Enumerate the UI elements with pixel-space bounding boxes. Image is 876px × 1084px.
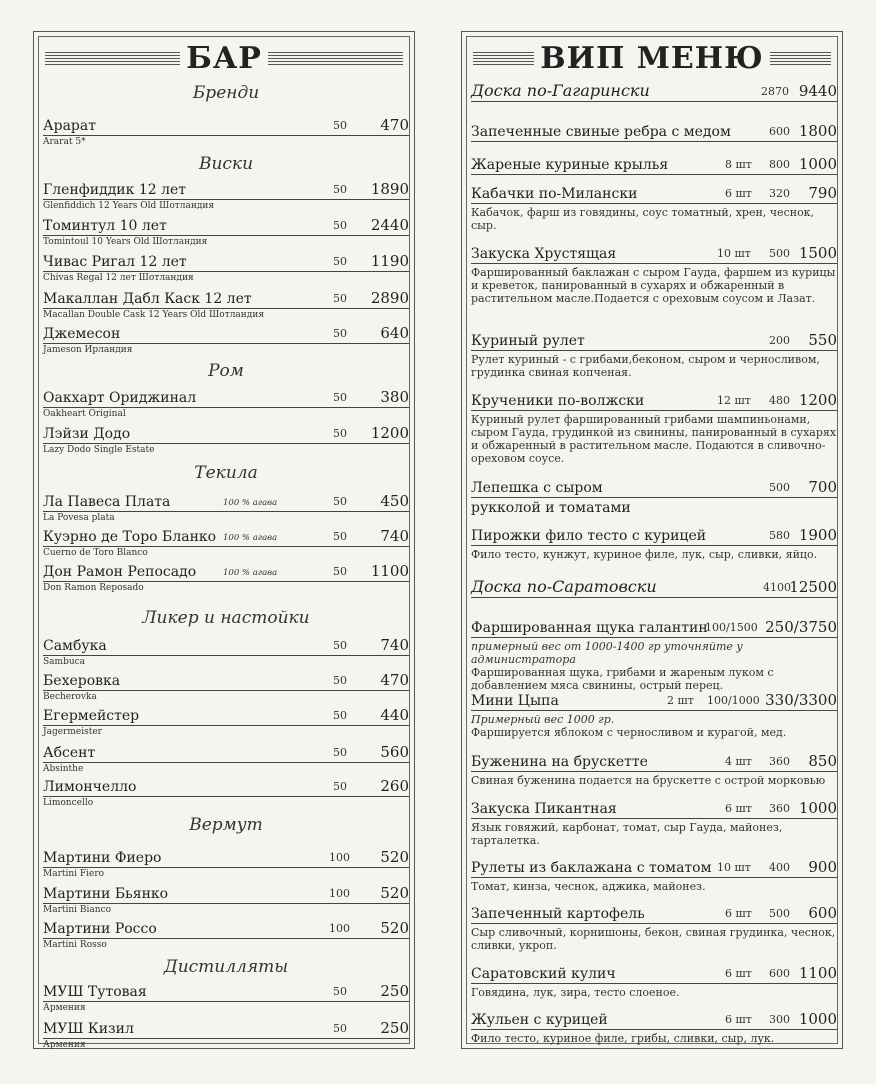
bar-panel-frame [38, 36, 410, 1050]
item-weight: 600 [769, 125, 790, 138]
item-weight: 4100 [763, 581, 791, 594]
item-name: Джемесон [43, 326, 121, 342]
item-quantity: 6 шт [725, 907, 752, 920]
item-weight: 400 [769, 861, 790, 874]
category-vermouth: Вермут [189, 815, 263, 835]
category-tequila: Текила [194, 463, 258, 483]
menu-item [43, 115, 409, 147]
menu-item [471, 857, 837, 893]
menu-item [471, 798, 837, 847]
item-name: Мини Цыпа [471, 693, 559, 709]
vip-panel-frame [466, 36, 838, 1044]
item-description: Язык говяжий, карбонат, томат, сыр Гауда, майонез, тарталетка. [471, 821, 783, 847]
item-price: 1900 [798, 526, 837, 544]
category-liqueur: Ликер и настойки [142, 608, 310, 628]
item-subtitle: Sambuca [43, 657, 86, 667]
menu-item [471, 121, 837, 142]
menu-item [43, 251, 409, 283]
item-subtitle: Limoncello [43, 798, 94, 808]
item-price: 560 [380, 743, 409, 761]
menu-item [471, 751, 837, 787]
item-price: 1100 [798, 964, 837, 982]
item-note: 100 % агава [223, 498, 278, 508]
item-subtitle: Cuerno de Toro Blanco [43, 548, 148, 558]
item-price: 520 [380, 919, 409, 937]
item-subtitle: Macallan Double Cask 12 Years Old Шотландия [43, 310, 265, 320]
item-name: Куриный рулет [471, 333, 585, 349]
item-weight: 500 [769, 247, 790, 260]
item-quantity: 6 шт [725, 967, 752, 980]
menu-item [43, 670, 409, 702]
item-volume: 50 [333, 746, 347, 759]
bar-title: БАР [186, 41, 262, 76]
item-volume: 50 [333, 780, 347, 793]
item-name: Абсент [43, 745, 96, 761]
item-name: Запеченные свиные ребра с медом [471, 124, 731, 140]
item-subtitle: Chivas Regal 12 лет Шотландия [43, 273, 194, 283]
item-volume: 50 [333, 709, 347, 722]
item-description: Куриный рулет фаршированный грибами шампиньонами, сыром Гауда, грудинкой из свинины, панированный в сухарях и обжаренный в растительном масле. Подаются в сливочно-ореховом соусе. [471, 413, 837, 465]
item-subtitle: Glenfiddich 12 Years Old Шотландия [43, 201, 215, 211]
menu-item [471, 154, 837, 175]
item-name: Арарат [43, 118, 96, 134]
menu-item [43, 561, 409, 593]
item-price: 1000 [798, 799, 837, 817]
item-weight: 480 [769, 394, 790, 407]
item-description: Фаршируется яблоком с черносливом и курагой, мед. [471, 726, 787, 739]
menu-item [43, 742, 409, 774]
item-description: Томат, кинза, чеснок, аджика, майонез. [471, 880, 706, 893]
item-description: Фило тесто, кунжут, куриное филе, лук, сыр, сливки, яйцо. [471, 548, 818, 561]
item-name: Оакхарт Ориджинал [43, 390, 197, 406]
item-volume: 50 [333, 530, 347, 543]
item-volume: 100 [329, 887, 350, 900]
item-note: 100 % агава [223, 533, 278, 543]
item-quantity: 6 шт [725, 187, 752, 200]
item-volume: 50 [333, 427, 347, 440]
item-price: 250 [380, 1019, 409, 1037]
item-subtitle: Армения [43, 1040, 86, 1050]
item-name: Саратовский кулич [471, 966, 616, 982]
menu-item [471, 1009, 837, 1045]
item-subtitle: Jagermeister [43, 727, 102, 737]
item-price: 1500 [798, 244, 837, 262]
item-name: Фаршированная щука галантин [471, 620, 708, 636]
item-subtitle: Ararat 5* [43, 137, 86, 147]
item-volume: 50 [333, 674, 347, 687]
item-name: Буженина на брускетте [471, 754, 648, 770]
menu-item [43, 981, 409, 1013]
item-quantity: 4 шт [725, 755, 752, 768]
menu-item [43, 288, 409, 320]
item-name: МУШ Тутовая [43, 984, 147, 1000]
item-weight: 2870 [761, 85, 789, 98]
decor-lines-right [268, 52, 403, 66]
item-volume: 50 [333, 292, 347, 305]
item-description: Рулет куриный - с грибами,беконом, сыром и черносливом, грудинка свиная копченая. [471, 353, 820, 379]
item-price: 900 [808, 858, 837, 876]
menu-item [43, 179, 409, 211]
item-name: Куэрно де Торо Бланко [43, 529, 217, 545]
item-weight: 800 [769, 158, 790, 171]
item-volume: 50 [333, 255, 347, 268]
item-quantity: 8 шт [725, 158, 752, 171]
item-volume: 50 [333, 495, 347, 508]
item-quantity: 2 шт [667, 694, 694, 707]
item-description: Кабачок, фарш из говядины, соус томатный, хрен, чеснок, сыр. [471, 206, 815, 232]
item-name: Ла Павеса Плата [43, 494, 171, 510]
menu-item [471, 963, 837, 999]
bar-panel [33, 31, 415, 1049]
menu-item [471, 243, 837, 305]
item-subtitle: Becherovka [43, 692, 97, 702]
item-subtitle: Absinthe [43, 764, 84, 774]
item-subtitle: Армения [43, 1003, 86, 1013]
menu-item [471, 330, 837, 379]
item-price: 850 [808, 752, 837, 770]
item-price: 260 [380, 777, 409, 795]
menu-item [43, 883, 409, 915]
item-name: Пирожки фило тесто с курицей [471, 528, 707, 544]
item-price: 2890 [370, 289, 409, 307]
item-name: Егермейстер [43, 708, 140, 724]
menu-item [471, 903, 837, 952]
item-weight: 600 [769, 967, 790, 980]
item-volume: 50 [333, 183, 347, 196]
menu-item [43, 423, 409, 455]
menu-item [471, 525, 837, 561]
item-price: 740 [380, 636, 409, 654]
item-name: Доска по-Саратовски [471, 577, 657, 596]
item-price: 640 [380, 324, 409, 342]
item-volume: 50 [333, 565, 347, 578]
item-name: Лепешка с сыром [471, 480, 603, 496]
item-description: Фаршированный баклажан с сыром Гауда, фаршем из курицы и креветок, панированный в сухарях и обжаренный в растительном масле.Подается с ореховым соусом и Лазат. [471, 266, 836, 305]
item-price: 520 [380, 848, 409, 866]
menu-item [43, 847, 409, 879]
item-name: Лимончелло [43, 779, 137, 795]
menu-item [43, 526, 409, 558]
item-description: Говядина, лук, зира, тесто слоеное. [471, 986, 680, 999]
item-price: 1200 [798, 391, 837, 409]
item-price: 470 [380, 671, 409, 689]
item-subtitle: Oakheart Original [43, 409, 126, 419]
vip-panel [461, 31, 843, 1049]
menu-item [43, 215, 409, 247]
item-volume: 50 [333, 985, 347, 998]
menu-item-board [471, 577, 837, 598]
item-price: 790 [808, 184, 837, 202]
item-description: Фаршированная щука, грибами и жареным луком с добавлением мяса свинины, острый перец. [471, 666, 774, 692]
item-subtitle: Martini Rosso [43, 940, 107, 950]
category-brandy: Бренди [192, 83, 260, 103]
item-price: 520 [380, 884, 409, 902]
item-weight: 500 [769, 907, 790, 920]
item-price: 740 [380, 527, 409, 545]
item-weight: 100/1500 [705, 621, 758, 634]
item-volume: 100 [329, 922, 350, 935]
item-subtitle: Tomintoul 10 Years Old Шотландия [43, 237, 208, 247]
item-price: 12500 [789, 578, 837, 596]
item-price: 250/3750 [765, 618, 837, 636]
item-price: 1000 [798, 155, 837, 173]
item-note: примерный вес от 1000-1400 гр уточняйте у администратора [471, 640, 743, 666]
menu-item [43, 491, 409, 523]
item-name: Закуска Пикантная [471, 801, 617, 817]
item-price: 1190 [370, 252, 409, 270]
category-whisky: Виски [198, 154, 254, 174]
item-price: 700 [808, 478, 837, 496]
item-name: Доска по-Гагарински [471, 81, 650, 100]
item-description: Сыр сливочный, корнишоны, бекон, свиная грудинка, чеснок, сливки, укроп. [471, 926, 836, 952]
item-weight: 320 [769, 187, 790, 200]
decor-lines-left [473, 52, 534, 66]
item-name: Томинтул 10 лет [43, 218, 167, 234]
item-subtitle: Lazy Dodo Single Estate [43, 445, 155, 455]
item-weight: 100/1000 [707, 694, 760, 707]
menu-item [43, 323, 409, 355]
item-weight: 500 [769, 481, 790, 494]
item-name: Бехеровка [43, 673, 121, 689]
item-volume: 50 [333, 219, 347, 232]
item-volume: 100 [329, 851, 350, 864]
item-volume: 50 [333, 119, 347, 132]
item-name: Рулеты из баклажана с томатом [471, 860, 712, 876]
item-weight: 360 [769, 802, 790, 815]
vip-header [473, 41, 831, 77]
item-description: Фило тесто, куриное филе, грибы, сливки, сыр, лук. [471, 1032, 775, 1045]
item-name: Кабачки по-Милански [471, 186, 638, 202]
item-price: 1200 [370, 424, 409, 442]
vip-title: ВИП МЕНЮ [540, 41, 764, 76]
category-rum: Ром [208, 361, 244, 381]
item-price: 450 [380, 492, 409, 510]
item-price: 9440 [798, 82, 837, 100]
menu-item [471, 477, 837, 516]
item-volume: 50 [333, 391, 347, 404]
item-price: 1000 [798, 1010, 837, 1028]
menu-item [43, 387, 409, 419]
category-distillates: Дистилляты [163, 957, 289, 977]
decor-lines-left [45, 52, 180, 66]
item-subtitle: Don Ramon Reposado [43, 583, 144, 593]
item-price: 600 [808, 904, 837, 922]
item-note: 100 % агава [223, 568, 278, 578]
item-name: Жульен с курицей [471, 1012, 608, 1028]
item-quantity: 10 шт [717, 247, 751, 260]
menu-item [471, 617, 837, 692]
item-quantity: 6 шт [725, 1013, 752, 1026]
menu-item [43, 776, 409, 808]
menu-item-board [471, 81, 837, 102]
item-price: 470 [380, 116, 409, 134]
item-name: Самбука [43, 638, 107, 654]
item-weight: 300 [769, 1013, 790, 1026]
menu-item [471, 390, 837, 465]
item-price: 1890 [370, 180, 409, 198]
item-subtitle: La Povesa plata [43, 513, 115, 523]
item-name: Макаллан Дабл Каск 12 лет [43, 291, 252, 307]
item-name: Мартини Россо [43, 921, 157, 937]
item-weight: 580 [769, 529, 790, 542]
item-price: 550 [808, 331, 837, 349]
item-name: Гленфиддик 12 лет [43, 182, 187, 198]
item-subtitle: Martini Bianco [43, 905, 112, 915]
bar-header [45, 41, 403, 77]
item-name: Запеченный картофель [471, 906, 645, 922]
item-price: 2440 [370, 216, 409, 234]
menu-item [43, 918, 409, 950]
item-volume: 50 [333, 639, 347, 652]
item-price: 1100 [370, 562, 409, 580]
item-name: Лэйзи Додо [43, 426, 131, 442]
item-name: Чивас Ригал 12 лет [43, 254, 187, 270]
item-volume: 50 [333, 1022, 347, 1035]
item-weight: 360 [769, 755, 790, 768]
decor-lines-right [770, 52, 831, 66]
menu-item [471, 183, 837, 232]
item-note: Примерный вес 1000 гр. [471, 713, 615, 726]
menu-item [43, 705, 409, 737]
item-name-continued: рукколой и томатами [471, 500, 631, 516]
item-subtitle: Martini Fiero [43, 869, 105, 879]
item-volume: 50 [333, 327, 347, 340]
item-name: Мартини Бьянко [43, 886, 169, 902]
item-name: Жареные куриные крылья [471, 157, 669, 173]
item-quantity: 10 шт [717, 861, 751, 874]
item-price: 330/3300 [765, 691, 837, 709]
menu-item [43, 635, 409, 667]
item-name: Крученики по-волжски [471, 393, 645, 409]
item-price: 380 [380, 388, 409, 406]
item-price: 440 [380, 706, 409, 724]
item-price: 250 [380, 982, 409, 1000]
item-weight: 200 [769, 334, 790, 347]
menu-item [471, 690, 837, 739]
item-name: Закуска Хрустящая [471, 246, 617, 262]
item-name: МУШ Кизил [43, 1021, 134, 1037]
item-price: 1800 [798, 122, 837, 140]
item-quantity: 12 шт [717, 394, 751, 407]
item-name: Мартини Фиеро [43, 850, 162, 866]
menu-item [43, 1018, 409, 1050]
item-name: Дон Рамон Репосадо [43, 564, 197, 580]
item-quantity: 6 шт [725, 802, 752, 815]
item-description: Свиная буженина подается на брускетте с острой морковью [471, 774, 826, 787]
item-subtitle: Jameson Ирландия [43, 345, 133, 355]
